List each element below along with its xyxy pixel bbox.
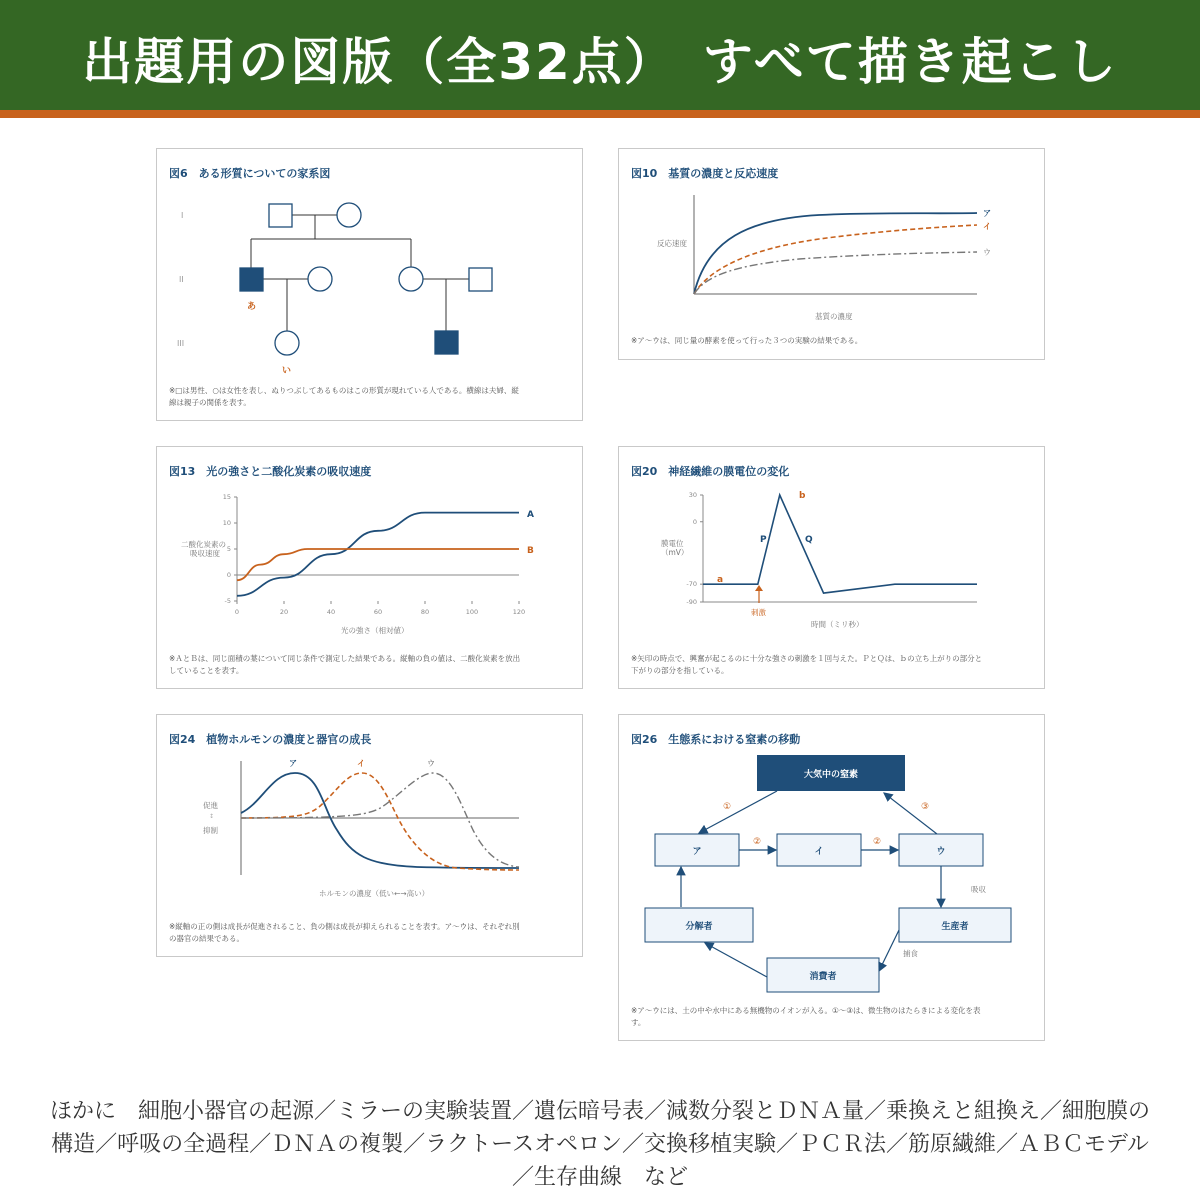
step-label: ② [873,837,882,847]
figure-note: ※縦軸の正の側は成長が促進されること、負の側は成長が抑えられることを表す。ア〜ウは、それぞれ別 の器官の結果である。 [169,922,520,943]
nitrogen-cycle-diagram [619,715,1046,1042]
axis-label-x: 光の強さ（相対値） [341,626,409,635]
figure-title: 図13 光の強さと二酸化炭素の吸収速度 [169,465,372,478]
series-label-a: A [527,510,534,520]
pedigree-diagram [157,149,584,422]
y-tick-label: 5 [226,545,231,553]
flow-arrow [705,943,767,977]
step-label: ② [753,837,762,847]
series-label-a: ア [289,759,297,768]
step-label: ③ [921,802,930,812]
figure-title: 図6 ある形質についての家系図 [169,167,331,180]
node-label: 大気中の窒素 [803,770,859,780]
y-tick-label: 10 [222,519,231,527]
edge-label-predation: 捕食 [903,949,918,958]
female-symbol [399,267,423,291]
axis-divider: ↕ [209,813,215,820]
flow-arrow [699,791,777,833]
y-tick-label: 30 [688,491,697,499]
stimulus-arrow-head [755,585,763,591]
axis-label-y: 膜電位 [661,539,684,548]
y-tick-label: 15 [222,493,231,501]
female-symbol [337,203,361,227]
male-symbol [269,204,292,227]
y-tick-label: -5 [224,597,231,605]
x-tick-label: 80 [420,608,430,616]
series-label-u: ウ [427,759,435,768]
x-tick-label: 40 [326,608,336,616]
x-tick-label: 60 [373,608,383,616]
generation-label: I [181,211,184,220]
figure-note: ※□は男性、○は女性を表し、ぬりつぶしてあるものはこの形質が現れている人である。横線は夫婦、縦 線は親子の関係を表す。 [169,386,519,407]
axis-label-y: （mV） [661,548,689,557]
axis-label-y: 二酸化炭素の [181,540,226,549]
series-label-i: イ [357,759,365,768]
x-tick-label: 0 [234,608,240,616]
flow-arrow [879,930,899,971]
figure-note: ※ア〜ウは、同じ量の酵素を使って行った３つの実験の結果である。 [631,336,863,345]
figure-card-nitrogen-cycle [618,714,1045,1041]
series-line-u [241,773,519,867]
figure-note: ※矢印の時点で、興奮が起こるのに十分な強さの刺激を１回与えた。ＰとＱは、ｂの立ち上がりの部分と 下がりの部分を指している。 [631,654,983,675]
node-label: イ [814,847,824,857]
node-label: 分解者 [685,922,713,932]
potential-label-p: P [760,535,767,545]
series-label-u: ウ [983,248,991,257]
series-label-b: B [527,546,534,556]
page-title: 出題用の図版（全32点） すべて描き起こし [82,33,1118,91]
series-line-a [241,773,519,868]
axis-label-x: 時間（ミリ秒） [811,620,864,629]
potential-label-a: a [717,575,724,585]
figure-card-enzyme [618,148,1045,360]
generation-label: III [177,339,185,348]
node-label: 生産者 [941,922,969,932]
potential-label-q: Q [805,535,813,545]
edge-label-absorb: 吸収 [971,885,986,894]
axis-label-promote: 促進 [203,801,218,810]
figure-card-pedigree [156,148,583,421]
figure-title: 図24 植物ホルモンの濃度と器官の成長 [169,733,372,746]
series-line-i [241,773,519,870]
potential-label-b: b [799,491,806,501]
affected-male-symbol [435,331,458,354]
figure-title: 図20 神経繊維の膜電位の変化 [631,465,790,478]
footer-list: ほかに 細胞小器官の起源／ミラーの実験装置／遺伝暗号表／減数分裂とＤＮＡ量／乗換えと組換え／細胞膜の構造／呼吸の全過程／ＤＮＡの複製／ラクトースオペロン／交換移植実験／ＰＣＲ法／筋原繊維／ＡＢＣモデル／生存曲線 など [50,1099,1151,1190]
y-tick-label: 0 [692,517,697,526]
figure-card-plant-hormone [156,714,583,957]
node-label: 消費者 [809,972,837,982]
enzyme-chart [619,149,1046,361]
axis-label-y: 反応速度 [657,239,687,248]
axis-label-x: 基質の濃度 [815,312,853,321]
series-line-a [694,213,977,294]
affected-male-symbol [240,268,263,291]
series-line-u [694,252,977,294]
series-label-i: イ [983,222,991,231]
node-label: ウ [936,847,946,857]
male-symbol [469,268,492,291]
female-symbol [308,267,332,291]
female-symbol [275,331,299,355]
series-label-a: ア [983,209,991,218]
y-tick-label: 0 [226,571,231,579]
header-banner [0,0,1200,118]
x-tick-label: 100 [465,608,479,616]
figure-card-photosynthesis [156,446,583,689]
generation-label: II [179,275,184,284]
pedigree-label-i: い [282,366,292,376]
figure-note: ※ＡとＢは、同じ面積の葉について同じ条件で測定した結果である。縦軸の負の値は、二酸化炭素を放出 していることを表す。 [169,654,521,675]
axis-label-x: ホルモンの濃度（低い←→高い） [319,889,430,898]
stimulus-label: 刺激 [751,608,766,617]
x-tick-label: 120 [512,608,526,616]
flow-arrow [884,793,937,834]
axis-label-y: 吸収速度 [190,549,220,558]
y-tick-label: -70 [686,580,697,589]
figure-title: 図10 基質の濃度と反応速度 [631,167,779,180]
potential-line [703,495,977,593]
step-label: ① [723,802,732,812]
series-line-b [237,549,519,580]
pedigree-label-a: あ [247,302,257,312]
x-tick-label: 20 [279,608,289,616]
figure-title: 図26 生態系における窒素の移動 [631,733,801,746]
figure-card-membrane-potential [618,446,1045,689]
figure-note: ※ア〜ウには、土の中や水中にある無機物のイオンが入る。①〜③は、微生物のはたらきによる変化を表 す。 [631,1006,981,1027]
node-label: ア [692,847,702,857]
axis-label-inhibit: 抑制 [203,826,218,835]
y-tick-label: -90 [686,598,697,606]
